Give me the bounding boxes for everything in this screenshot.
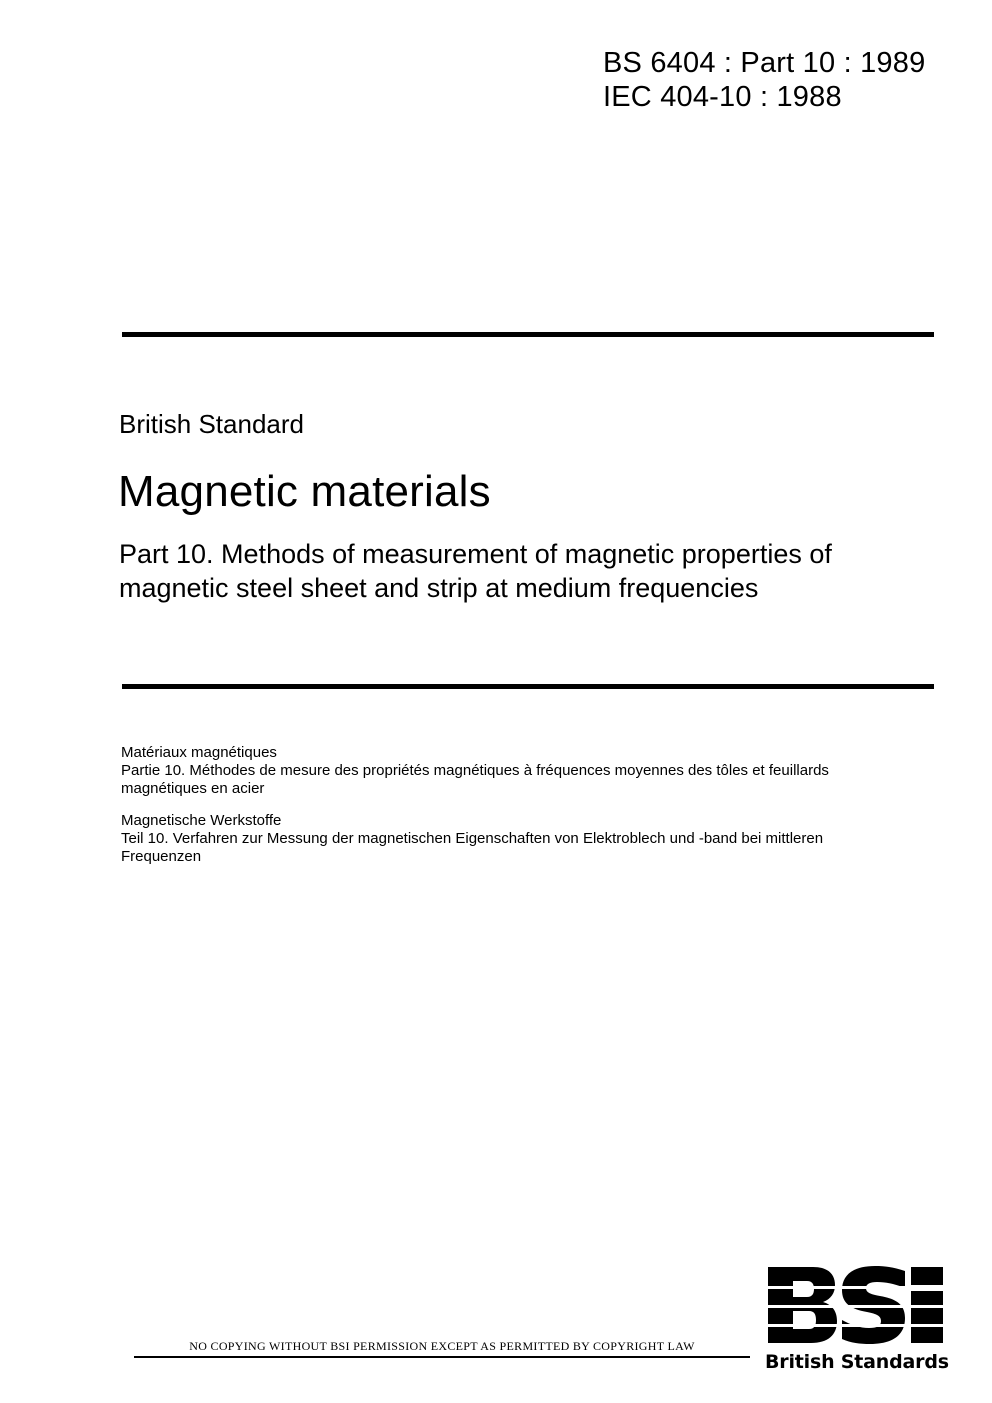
german-title: Magnetische Werkstoffe bbox=[121, 812, 282, 829]
document-kind: British Standard bbox=[119, 409, 304, 439]
part-title bbox=[119, 537, 919, 605]
logo-caption: British Standards bbox=[765, 1351, 949, 1373]
french-part-line-2: magnétiques en acier bbox=[121, 780, 265, 797]
iec-number: IEC 404-10 : 1988 bbox=[603, 81, 842, 113]
bsi-logo-icon bbox=[765, 1265, 945, 1345]
top-divider bbox=[122, 332, 934, 337]
translated-titles bbox=[121, 744, 941, 880]
standard-numbers bbox=[603, 46, 925, 114]
part-title-line-2: magnetic steel sheet and strip at medium frequencies bbox=[119, 573, 759, 603]
french-title: Matériaux magnétiques bbox=[121, 744, 277, 761]
copyright-notice: NO COPYING WITHOUT BSI PERMISSION EXCEPT AS PERMITTED BY COPYRIGHT LAW bbox=[134, 1339, 750, 1358]
german-part-line-2: Frequenzen bbox=[121, 848, 202, 865]
bsi-logo bbox=[765, 1265, 949, 1373]
german-part-line-1: Teil 10. Verfahren zur Messung der magnetischen Eigenschaften von Elektroblech und -band bei mittleren bbox=[121, 830, 824, 847]
french-title-block bbox=[121, 744, 941, 798]
german-title-block bbox=[121, 812, 941, 866]
french-part-line-1: Partie 10. Méthodes de mesure des propriétés magnétiques à fréquences moyennes des tôles et feuillards bbox=[121, 762, 829, 779]
bs-number: BS 6404 : Part 10 : 1989 bbox=[603, 47, 926, 79]
bottom-divider bbox=[122, 684, 934, 689]
part-title-line-1: Part 10. Methods of measurement of magnetic properties of bbox=[119, 539, 832, 569]
page-title: Magnetic materials bbox=[118, 467, 491, 516]
